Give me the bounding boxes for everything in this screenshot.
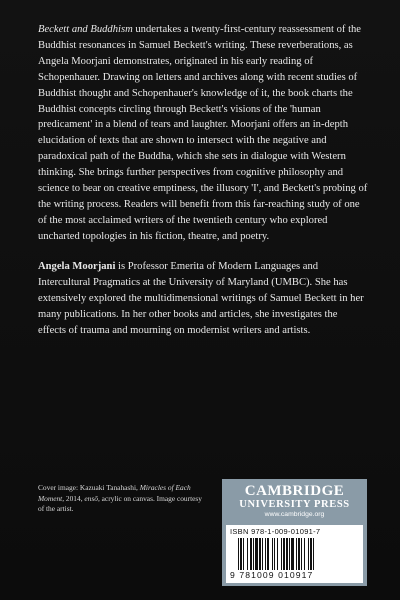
author-bio-text: is Professor Emerita of Modern Languages and Intercultural Pragmatics at the University of Maryland (UMBC). She has extensively explored the multidimensional writings of Samuel Beckett in her many publications. In her other books and articles, she investigates the effects of trauma and mourning on modernist writers and artists. xyxy=(38,261,364,336)
credit-medium: ensō xyxy=(84,493,98,503)
credit-work-title: Miracles of Each Moment xyxy=(38,483,191,503)
cover-image-credit xyxy=(38,483,208,515)
book-title: Beckett and Buddhism xyxy=(38,24,133,35)
credit-suffix: , acrylic on canvas. Image courtesy of the artist. xyxy=(38,493,202,514)
publisher-panel xyxy=(222,479,367,586)
credit-prefix: Cover image: Kazuaki Tanahashi, xyxy=(38,483,140,492)
author-bio xyxy=(38,259,368,339)
publisher-subname: UNIVERSITY PRESS xyxy=(239,499,350,510)
book-blurb xyxy=(38,22,368,245)
publisher-logo xyxy=(222,483,367,519)
barcode-digits: 9 781009 010917 xyxy=(230,570,314,580)
barcode-box xyxy=(226,525,363,583)
blurb-text: undertakes a twenty-first-century reassessment of the Buddhist resonances in Samuel Beckett's writing. These reverberations, as Angela Moorjani demonstrates, originated in his early reading of Schopenhauer. Drawing on letters and archives along with recent studies of Buddhist thought and Schopenhauer's knowledge of it, the book charts the Buddhist concepts circling through Beckett's visions of the 'human predicament' in a blend of tears and laughter. Moorjani offers an in-depth elucidation of texts that are shown to intersect with the negative and paradoxical path of the Buddha, which she sets in dialogue with Western thinking. She brings further perspectives from cognitive philosophy and science to bear on creative emptiness, the illusory 'I', and Beckett's probing of the writing process. Readers will benefit from this far-reaching study of one of the most acclaimed writers of the twentieth century who explored uncharted topologies in his fiction, theatre, and poetry. xyxy=(38,24,368,242)
barcode-icon xyxy=(238,538,348,570)
author-name: Angela Moorjani xyxy=(38,261,116,272)
publisher-url: www.cambridge.org xyxy=(264,511,325,518)
credit-mid: , 2014, xyxy=(62,493,85,503)
publisher-name: CAMBRIDGE xyxy=(244,483,345,499)
isbn-label: ISBN 978-1-009-01091-7 xyxy=(230,527,321,536)
